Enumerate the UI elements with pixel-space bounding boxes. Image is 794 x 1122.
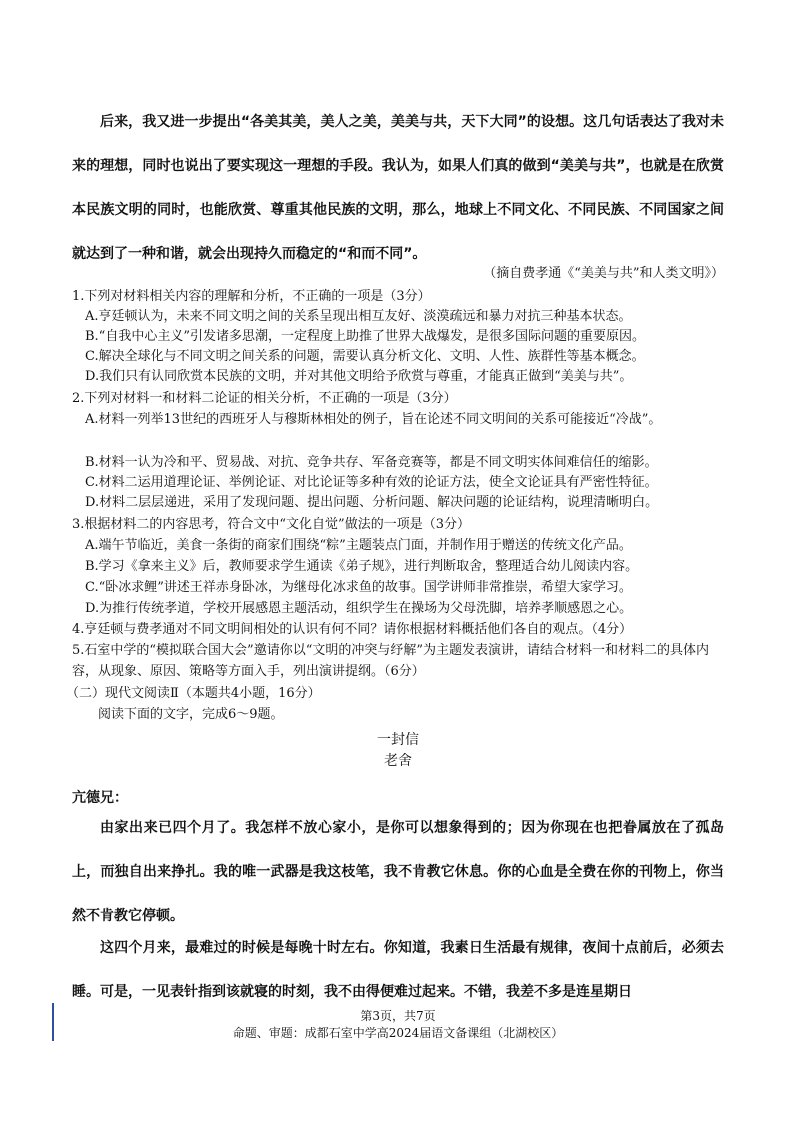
q1-option-b: B.“自我中心主义”引发诸多思潮，一定程度上助推了世界大战爆发，是很多国际问题的重要原因。 — [85, 329, 645, 344]
q2-option-d: D.材料二层层递进，采用了发现问题、提出问题、分析问题、解决问题的论证结构，说理清晰明白。 — [85, 495, 659, 510]
q5-stem: 5.石室中学的“模拟联合国大会”邀请你以“文明的冲突与纾解”为主题发表演讲，请结合材料一和材料二的具体内容，从现象、原因、策略等方面入手，列出演讲提纲。（6分） — [72, 643, 709, 679]
q2-option-c: C.材料二运用道理论证、举例论证、对比论证等多种有效的论证方法，使全文论证具有严密性特征。 — [85, 475, 658, 490]
q2-stem: 2.下列对材料一和材料二论证的相关分析，不正确的一项是（3分） — [72, 391, 457, 406]
q2-option-b: B.材料一认为冷和平、贸易战、对抗、竞争共存、军备竞赛等，都是不同文明实体间难信任的缩影。 — [85, 455, 658, 470]
intro-source: （摘自费孝通《“美美与共”和人类文明》） — [483, 266, 724, 281]
letter-paragraph-2: 这四个月来，最难过的时候是每晚十时左右。你知道，我素日生活最有规律，夜间十点前后，必须去睡。可是，一见表针指到该就寝的时刻，我不由得便难过起来。不错，我差不多是连星期日 — [72, 940, 724, 1000]
letter-paragraph-1: 由家出来已四个月了。我怎样不放心家小，是你可以想象得到的；因为你现在也把眷属放在了孤岛上，而独自出来挣扎。我的唯一武器是我这枝笔，我不肯教它休息。你的心血是全费在你的刊物上，你当然不肯教它停顿。 — [72, 820, 724, 924]
intro-paragraph: 后来，我又进一步提出“各美其美，美人之美，美美与共，天下大同”的设想。这几句话表达了我对未来的理想，同时也说出了要实现这一理想的手段。我认为，如果人们真的做到“美美与共”，也就是在欣赏本民族文明的同时，也能欣赏、尊重其他民族的文明，那么，地球上不同文化、不同民族、不同国家之间就达到了一种和谐，就会出现持久而稳定的“和而不同”。 — [72, 114, 724, 262]
footer-credit: 命题、审题：成都石室中学高2024届语文备课组（北湖校区） — [232, 1026, 564, 1040]
article-author: 老舍 — [384, 753, 412, 769]
q3-option-c: C.“卧冰求鲤”讲述王祥赤身卧冰，为继母化冰求鱼的故事。国学讲师非常推崇，希望大家学习。 — [85, 580, 632, 595]
q3-option-d: D.为推行传统孝道，学校开展感恩主题活动，组织学生在操场为父母洗脚，培养孝顺感恩之心。 — [85, 601, 633, 616]
q1-option-c: C.解决全球化与不同文明之间关系的问题，需要认真分析文化、文明、人性、族群性等基本概念。 — [85, 349, 645, 364]
article-title: 一封信 — [377, 732, 419, 748]
letter-salutation: 亢德兄： — [72, 790, 128, 806]
margin-bar — [52, 1003, 54, 1041]
q3-stem: 3.根据材料二的内容思考，符合文中“文化自觉”做法的一项是（3分） — [72, 517, 470, 532]
section-instruction: 阅读下面的文字，完成6～9题。 — [98, 707, 284, 722]
q4-stem: 4.亨廷顿与费孝通对不同文明间相处的认识有何不同？请你根据材料概括他们各自的观点。（4分） — [72, 622, 633, 637]
q3-option-a: A.端午节临近，美食一条街的商家们围绕“粽”主题装点门面，并制作用于赠送的传统文化产品。 — [85, 538, 632, 553]
section-heading: （二）现代文阅读Ⅱ（本题共4小题，16分） — [66, 686, 321, 701]
q1-option-d: D.我们只有认同欣赏本民族的文明，并对其他文明给予欣赏与尊重，才能真正做到“美美与共”。 — [85, 369, 633, 384]
q1-option-a: A.亨廷顿认为，未来不同文明之间的关系呈现出相互友好、淡漠疏远和暴力对抗三种基本状态。 — [85, 309, 632, 324]
q2-option-a: A.材料一列举13世纪的西班牙人与穆斯林相处的例子，旨在论述不同文明间的关系可能接近“冷战”。 — [85, 412, 662, 427]
q1-stem: 1.下列对材料相关内容的理解和分析，不正确的一项是（3分） — [72, 289, 431, 304]
q3-option-b: B.学习《拿来主义》后，教师要求学生通读《弟子规》，进行判断取舍，整理适合幼儿阅读内容。 — [85, 559, 639, 574]
page-number: 第3页，共7页 — [360, 1009, 436, 1023]
